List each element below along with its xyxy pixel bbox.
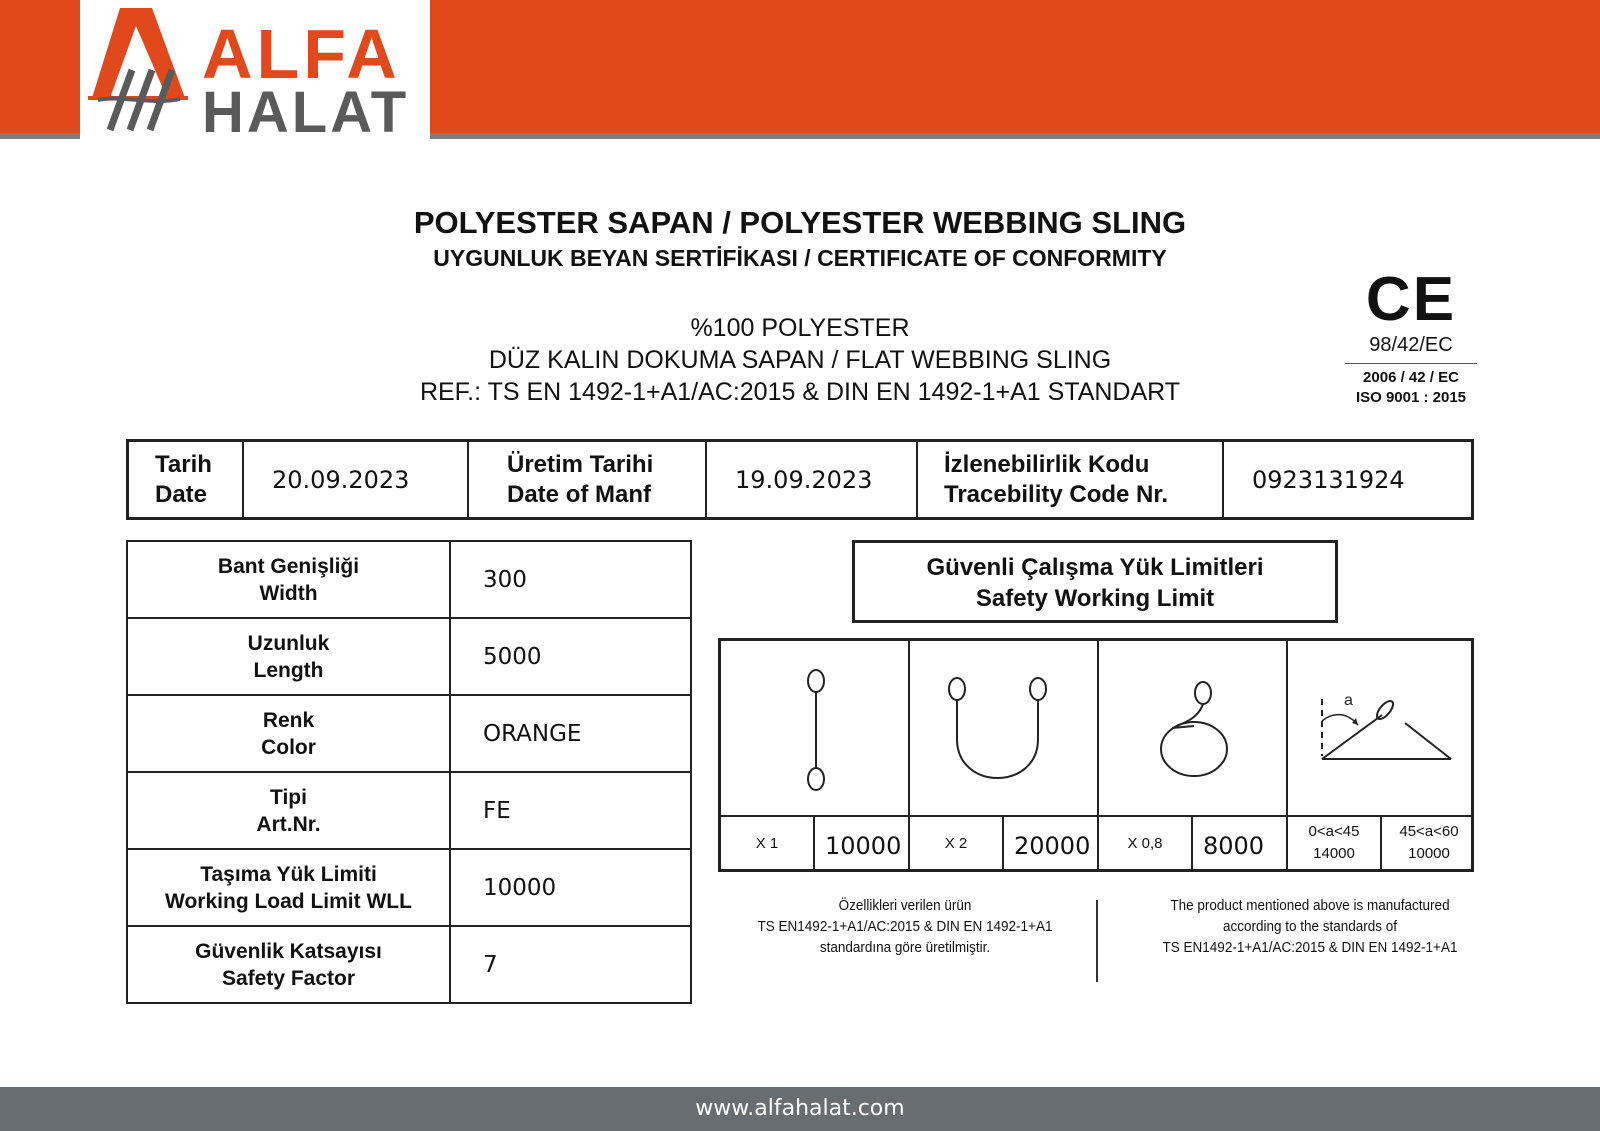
ce-directive-2006: 2006 / 42 / EC — [1363, 369, 1459, 386]
date-value: 20.09.2023 — [272, 465, 410, 494]
spec-label: Renk Color — [127, 695, 450, 772]
ce-certification — [1345, 265, 1477, 408]
trace-label-cell — [918, 442, 1224, 517]
trace-label-tr: İzlenebilirlik Kodu — [944, 450, 1150, 478]
date-label-en: Date — [155, 480, 208, 508]
material-line: %100 POLYESTER — [690, 314, 910, 342]
logo-line1: ALFA — [202, 15, 401, 93]
swl-straight-col — [721, 641, 910, 869]
ce-mark-icon: CE — [1365, 265, 1457, 334]
swl-title-tr: Güvenli Çalışma Yük Limitleri — [926, 554, 1264, 581]
date-label-tr: Tarih — [155, 450, 212, 478]
basket-lift-icon — [910, 641, 1097, 815]
swl-table — [718, 638, 1474, 872]
ce-separator — [1345, 363, 1477, 364]
swl-angle-col — [1288, 641, 1474, 869]
spec-value: 10000 — [450, 849, 691, 926]
swl-angle-range-2: 45<a<60 10000 — [1399, 823, 1459, 862]
straight-lift-icon — [721, 641, 908, 815]
table-row — [127, 695, 691, 772]
spec-label: Bant Genişliği Width — [127, 541, 450, 618]
table-row — [127, 926, 691, 1003]
date-value-cell — [244, 442, 469, 517]
table-row — [127, 618, 691, 695]
spec-value: 300 — [450, 541, 691, 618]
ce-directive: 98/42/EC — [1369, 334, 1453, 356]
notes-divider — [1096, 900, 1098, 982]
conformity-note-tr: Özellikleri verilen ürün TS EN1492-1+A1/AC:2015 & DIN EN 1492-1+A1 standardına göre üretilmiştir. — [757, 897, 1053, 956]
spec-table — [126, 540, 692, 1004]
spec-label: Güvenlik Katsayısı Safety Factor — [127, 926, 450, 1003]
choke-lift-icon — [1099, 641, 1286, 815]
table-row — [127, 849, 691, 926]
angle-symbol: a — [1344, 692, 1353, 709]
spec-value: 5000 — [450, 618, 691, 695]
footer-website[interactable]: www.alfahalat.com — [0, 1087, 1600, 1131]
document-title: POLYESTER SAPAN / POLYESTER WEBBING SLING — [413, 205, 1187, 240]
manuf-label-cell — [469, 442, 707, 517]
table-row — [127, 541, 691, 618]
swl-multiplier: X 2 — [910, 817, 1004, 869]
swl-angle-range-1: 0<a<45 14000 — [1288, 817, 1382, 869]
swl-multiplier: X 1 — [721, 817, 815, 869]
certificate-title: UYGUNLUK BEYAN SERTİFİKASI / CERTIFICATE OF CONFORMITY — [433, 245, 1167, 271]
product-line: DÜZ KALIN DOKUMA SAPAN / FLAT WEBBING SLING — [488, 346, 1112, 374]
logo-line2: HALAT — [202, 80, 410, 142]
manuf-value-cell — [707, 442, 918, 517]
spec-label: Taşıma Yük Limiti Working Load Limit WLL — [127, 849, 450, 926]
date-label-cell — [129, 442, 244, 517]
swl-multiplier: X 0,8 — [1099, 817, 1193, 869]
swl-value: 20000 — [1014, 832, 1091, 860]
spec-value: ORANGE — [450, 695, 691, 772]
conformity-note-en: The product mentioned above is manufactured according to the standards of TS EN1492-1+A1/AC:2015 & DIN EN 1492-1+A1 — [1162, 897, 1458, 956]
swl-basket-col — [910, 641, 1099, 869]
spec-value: FE — [450, 772, 691, 849]
date-info-row — [126, 439, 1474, 520]
logo-mark-icon — [80, 0, 430, 142]
reference-line: REF.: TS EN 1492-1+A1/AC:2015 & DIN EN 1492-1+A1 STANDART — [419, 378, 1181, 406]
spec-label: Uzunluk Length — [127, 618, 450, 695]
manuf-label-en: Date of Manf — [507, 480, 651, 508]
swl-value: 8000 — [1203, 832, 1265, 860]
trace-value: 0923131924 — [1252, 465, 1405, 494]
iso-standard: ISO 9001 : 2015 — [1355, 389, 1467, 406]
swl-choke-col — [1099, 641, 1288, 869]
swl-value: 10000 — [825, 832, 902, 860]
trace-label-en: Tracebility Code Nr. — [944, 480, 1169, 508]
manuf-label-tr: Üretim Tarihi — [507, 450, 654, 478]
trace-value-cell — [1224, 442, 1471, 517]
angle-lift-icon — [1288, 641, 1474, 815]
manuf-value: 19.09.2023 — [735, 465, 873, 494]
swl-header — [852, 540, 1338, 623]
spec-label: Tipi Art.Nr. — [127, 772, 450, 849]
swl-title-en: Safety Working Limit — [975, 585, 1215, 612]
spec-value: 7 — [450, 926, 691, 1003]
table-row — [127, 772, 691, 849]
company-logo — [80, 0, 430, 142]
